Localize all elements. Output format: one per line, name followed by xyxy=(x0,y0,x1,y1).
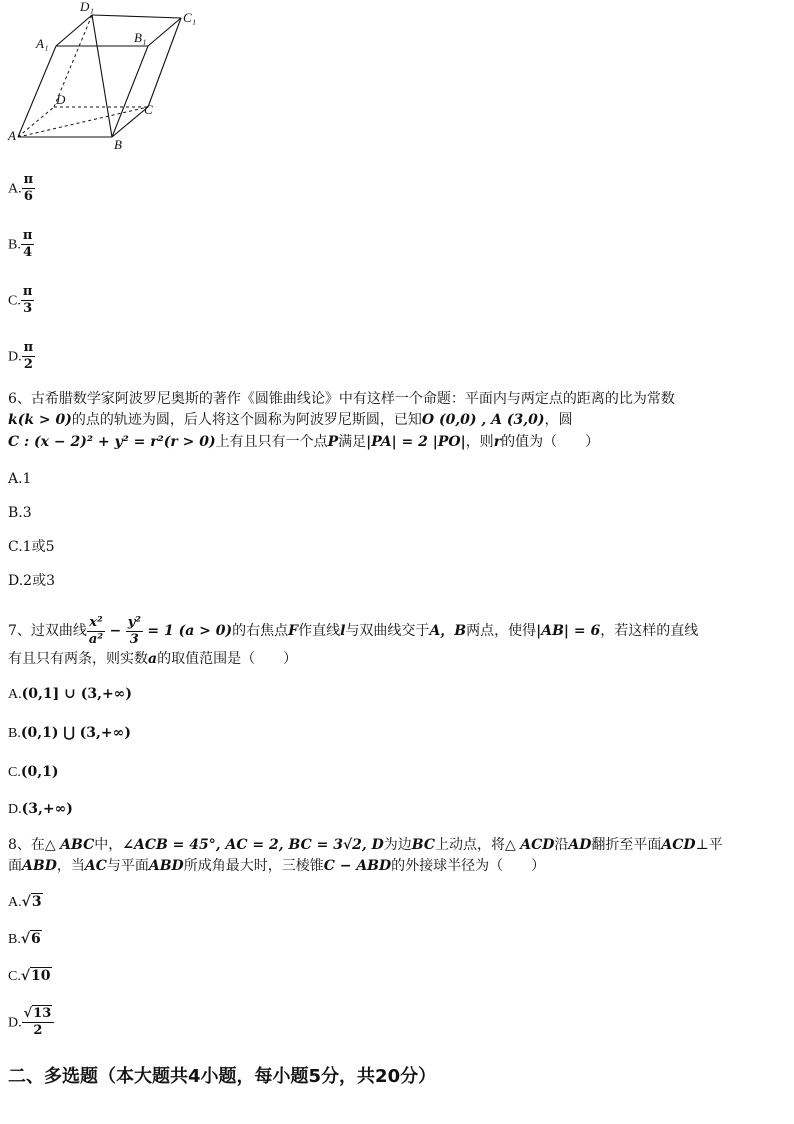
math-inline: A，B xyxy=(429,623,467,639)
q6-option-d[interactable]: D.2或3 xyxy=(8,573,55,589)
math-inline: (0,1) ⋃ (3,+∞) xyxy=(20,725,131,741)
math-inline: a xyxy=(148,651,158,667)
math-inline: ACD xyxy=(520,837,555,853)
math-inline: ∠ACB = 45°, AC = 2, BC = 3√2, D xyxy=(122,837,384,853)
vertex-label-c1: C₁ xyxy=(183,10,197,25)
math-inline: k(k > 0) xyxy=(8,412,72,428)
text-span: 与平面 xyxy=(106,858,149,874)
math-inline: (0,1) xyxy=(20,764,59,780)
fraction xyxy=(87,615,105,648)
denominator: 2 xyxy=(22,1022,55,1039)
option-label: B. xyxy=(8,237,21,253)
numerator: π xyxy=(22,284,33,299)
sqrt: √10 xyxy=(20,968,51,984)
vertex-label-d1: D₁ xyxy=(80,0,94,14)
text-span: 所成角最大时，三棱锥 xyxy=(183,858,324,874)
option-label: A. xyxy=(8,895,22,910)
math-inline: C : (x − 2)² + y² = r²(r > 0) xyxy=(8,434,216,450)
vertex-label-c: C xyxy=(144,102,153,117)
math-inline: r xyxy=(493,434,502,450)
fraction xyxy=(22,172,36,205)
q6-option-a[interactable]: A.1 xyxy=(8,471,32,487)
fraction xyxy=(21,228,35,261)
q6-line-2 xyxy=(8,409,573,431)
vertex-label-a1: A₁ xyxy=(36,36,49,51)
option-label: C. xyxy=(8,969,21,984)
q5-option-c[interactable] xyxy=(8,284,34,317)
text-span: 上动点，将△ xyxy=(435,837,521,853)
text-span: 翻折至平面 xyxy=(591,837,662,853)
option-label: B. xyxy=(8,932,21,947)
q8-option-a[interactable] xyxy=(8,892,43,913)
q5-option-b[interactable] xyxy=(8,228,34,261)
q8-option-b[interactable] xyxy=(8,929,42,950)
text-span: 两点，使得 xyxy=(466,623,537,639)
option-label: B. xyxy=(8,726,21,741)
math-inline: BC xyxy=(411,837,436,853)
math-inline: ABD xyxy=(148,858,184,874)
text-span: ⊥平 xyxy=(695,837,723,853)
denominator: 2 xyxy=(22,356,36,373)
numerator xyxy=(22,1006,55,1022)
sqrt: √13 xyxy=(23,1006,52,1021)
option-label: D. xyxy=(8,802,22,817)
q8-line-2 xyxy=(8,855,545,877)
text-span: ，则 xyxy=(465,434,494,450)
q6-line-3 xyxy=(8,431,599,453)
math-inline: ABC xyxy=(60,837,95,853)
math-inline: AC xyxy=(84,858,107,874)
text-span: ，若这样的直线 xyxy=(600,623,699,639)
option-label: C. xyxy=(8,765,21,780)
fraction xyxy=(22,1006,55,1039)
math-inline: ABD xyxy=(22,858,57,874)
fraction xyxy=(22,340,36,373)
q7-line-1 xyxy=(8,614,698,648)
math-inline: F xyxy=(288,623,299,639)
text-span: 的外接球半径为（ ） xyxy=(391,858,546,874)
numerator: y² xyxy=(127,614,141,630)
text-span: 7、过双曲线 xyxy=(8,623,87,639)
sqrt: √3 xyxy=(21,894,42,910)
denominator: 3 xyxy=(21,300,35,317)
q8-option-d[interactable] xyxy=(8,1006,54,1039)
option-label: D. xyxy=(8,1015,22,1031)
text-span: 与双曲线交于 xyxy=(345,623,430,639)
parallelepiped-figure xyxy=(0,0,210,160)
math-inline: |AB| = 6 xyxy=(536,623,601,639)
math-inline: (3,+∞) xyxy=(21,801,73,817)
math-inline: = 1 (a > 0) xyxy=(147,623,233,639)
text-span: 8、在△ xyxy=(8,837,61,853)
text-span: ，圆 xyxy=(544,412,573,428)
text-span: 的右焦点 xyxy=(232,623,289,639)
math-inline: C − ABD xyxy=(323,858,392,874)
q7-line-2 xyxy=(8,648,297,670)
radicand: 6 xyxy=(31,931,41,947)
text-span: 为边 xyxy=(383,837,412,853)
q6-line-1: 6、古希腊数学家阿波罗尼奥斯的著作《圆锥曲线论》中有这样一个命题：平面内与两定点的距离的比为常数 xyxy=(8,391,675,407)
section-heading-multiple-choice: 二、多选题（本大题共4小题，每小题5分，共20分） xyxy=(8,1066,437,1087)
fraction xyxy=(21,284,35,317)
option-label: C. xyxy=(8,293,21,309)
math-inline: P xyxy=(327,434,339,450)
vertex-label-d: D xyxy=(56,92,66,107)
text-span: 作直线 xyxy=(298,623,341,639)
vertex-label-b: B xyxy=(114,137,122,152)
text-span: 的取值范围是（ ） xyxy=(157,651,298,667)
q6-option-c[interactable]: C.1或5 xyxy=(8,539,55,555)
denominator: 3 xyxy=(126,631,143,648)
q7-option-c[interactable] xyxy=(8,762,58,783)
numerator: π xyxy=(23,340,34,355)
text-span: 上有且只有一个点 xyxy=(215,434,328,450)
math-inline: ACD xyxy=(661,837,696,853)
q5-option-d[interactable] xyxy=(8,340,35,373)
option-label: A. xyxy=(8,687,22,702)
text-span: 有且只有两条，则实数 xyxy=(8,651,148,667)
denominator: 6 xyxy=(22,188,36,205)
math-inline: − xyxy=(109,623,122,639)
text-span: ，当 xyxy=(56,858,85,874)
q8-option-c[interactable] xyxy=(8,966,52,987)
q7-option-a[interactable] xyxy=(8,684,132,705)
text-span: 的值为（ ） xyxy=(501,434,600,450)
parallelepiped-diagram xyxy=(0,0,210,160)
vertex-label-a: A xyxy=(8,128,16,143)
text-span: 沿 xyxy=(554,837,569,853)
radicand: 10 xyxy=(31,968,51,984)
option-label: A. xyxy=(8,181,22,197)
option-label: D. xyxy=(8,349,22,365)
text-span: 的点的轨迹为圆，后人将这个圆称为阿波罗尼斯圆，已知 xyxy=(71,412,422,428)
q6-option-b[interactable]: B.3 xyxy=(8,505,32,521)
math-inline: l xyxy=(340,623,346,639)
numerator: π xyxy=(22,228,33,243)
math-inline: |PA| = 2 |PO| xyxy=(366,434,466,450)
text-span: 中， xyxy=(94,837,123,853)
math-inline: AD xyxy=(568,837,592,853)
q5-option-a[interactable] xyxy=(8,172,35,205)
q7-option-d[interactable] xyxy=(8,799,73,820)
q7-option-b[interactable] xyxy=(8,723,131,744)
text-span: 面 xyxy=(8,858,22,874)
fraction xyxy=(126,615,143,648)
radicand: 13 xyxy=(33,1006,52,1021)
numerator: π xyxy=(23,172,34,187)
sqrt: √6 xyxy=(20,931,41,947)
math-inline: O (0,0) , A (3,0) xyxy=(421,412,545,428)
q8-line-1 xyxy=(8,834,723,856)
denominator: 4 xyxy=(21,244,35,261)
numerator: x² xyxy=(89,614,103,630)
math-inline: (0,1] ∪ (3,+∞) xyxy=(21,686,132,702)
text-span: 满足 xyxy=(338,434,367,450)
radicand: 3 xyxy=(31,894,42,910)
denominator: a² xyxy=(88,631,104,647)
vertex-label-b1: B₁ xyxy=(134,30,147,45)
